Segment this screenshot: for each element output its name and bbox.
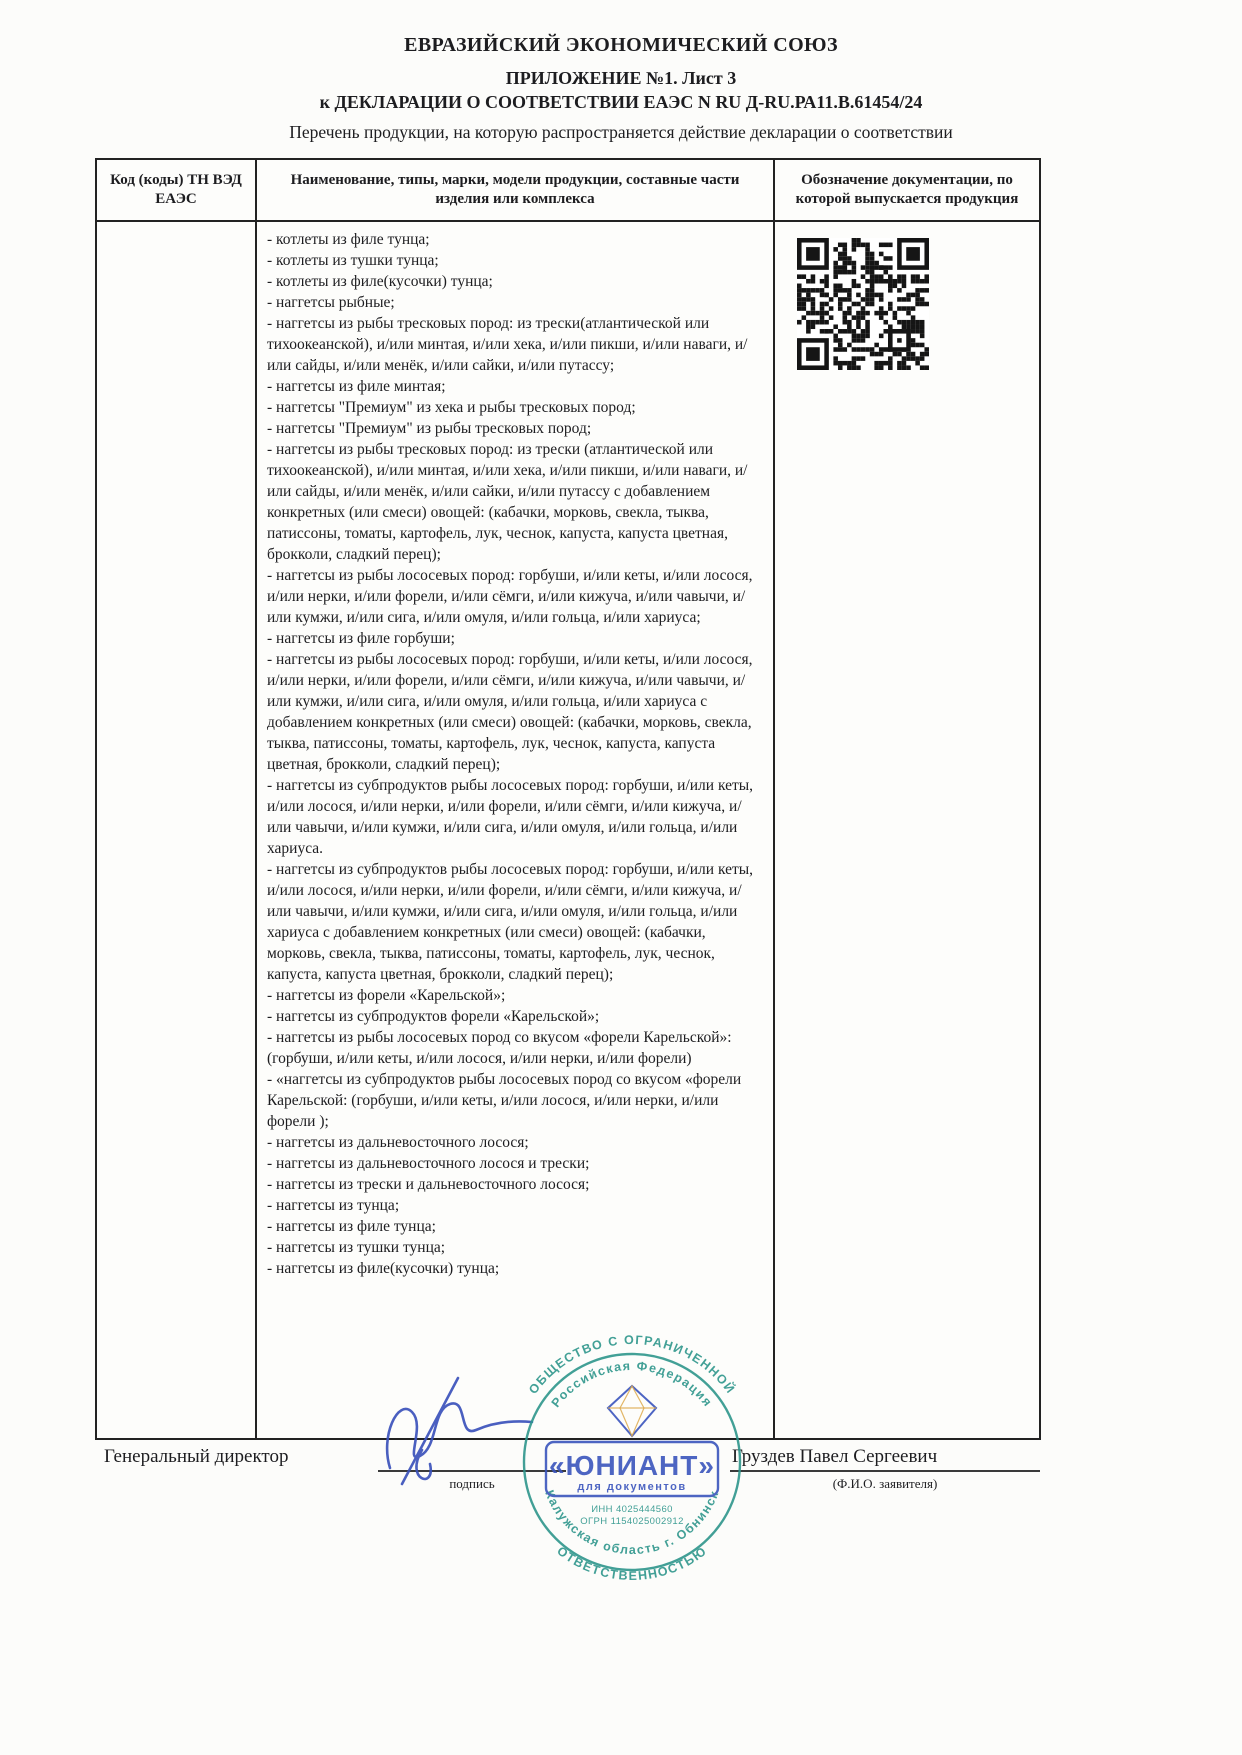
- product-item: - наггетсы из рыбы тресковых пород: из трески (атлантической или тихоокеанской), и/или минтая, и/или хека, и/или пикши, и/или наваги, и/или сайды, и/или менёк, и/или сайки, и/или путассу с добавлением конкретных (или смеси) овощей: (кабачки, морковь, свекла, тыква, патиссоны, томаты, картофель, лук, чеснок, капуста, капуста цветная, брокколи, сладкий перец);: [267, 441, 748, 563]
- product-list: [255, 222, 773, 1438]
- table-header-row: [97, 160, 1039, 222]
- svg-text:Российская Федерация: [549, 1359, 716, 1410]
- product-item: - наггетсы из дальневосточного лосося и трески;: [267, 1155, 590, 1172]
- product-item: - наггетсы из тунца;: [267, 1197, 400, 1214]
- product-item: - наггетсы из филе минтая;: [267, 378, 446, 395]
- product-item: - наггетсы рыбные;: [267, 294, 395, 311]
- column-header-code: Код (коды) ТН ВЭД ЕАЭС: [110, 171, 242, 207]
- table-body-row: [97, 222, 1039, 1438]
- union-title: ЕВРАЗИЙСКИЙ ЭКОНОМИЧЕСКИЙ СОЮЗ: [404, 34, 838, 56]
- stamp-location: Калужская область г. Обнинск: [542, 1488, 722, 1558]
- stamp-org-type-bottom: ОТВЕТСТВЕННОСТЬЮ: [554, 1543, 710, 1584]
- product-item: - котлеты из тушки тунца;: [267, 252, 439, 269]
- product-item: - наггетсы из форели «Карельской»;: [267, 987, 506, 1004]
- qr-code: [797, 238, 929, 370]
- stamp-inn: ИНН 4025444560: [591, 1504, 673, 1515]
- column-header-docs: Обозначение документации, по которой выпускается продукция: [773, 160, 1039, 220]
- docs-cell: [773, 222, 1039, 1438]
- product-item: - наггетсы из рыбы лососевых пород: горбуши, и/или кеты, и/или лосося, и/или нерки, и/или форели, и/или сёмги, и/или кижуча, и/или чавычи, и/или кумжи, и/или сига, и/или омуля, и/или гольца, и/или хариуса;: [267, 567, 753, 626]
- product-item: - наггетсы из субпродуктов рыбы лососевых пород: горбуши, и/или кеты, и/или лосося, и/или нерки, и/или форели, и/или сёмги, и/или кижуча, и/или чавычи, и/или кумжи, и/или сига, и/или омуля, и/или гольца, и/или хариуса.: [267, 777, 754, 857]
- stamp-brand: «ЮНИАНТ»: [549, 1450, 715, 1481]
- applicant-caption: (Ф.И.О. заявителя): [832, 1476, 938, 1491]
- product-item: - наггетсы из филе горбуши;: [267, 630, 455, 647]
- company-stamp: [482, 1312, 782, 1612]
- product-item: - котлеты из филе тунца;: [267, 231, 430, 248]
- director-label: Генеральный директор: [104, 1446, 289, 1467]
- product-item: - наггетсы "Премиум" из хека и рыбы тресковых пород;: [267, 399, 636, 416]
- stamp-ogrn: ОГРН 1154025002912: [580, 1516, 684, 1527]
- code-cell: [97, 222, 255, 1438]
- stamp-country: Российская Федерация: [548, 1358, 716, 1410]
- product-item: - наггетсы из филе(кусочки) тунца;: [267, 1260, 500, 1277]
- stamp-purpose: для документов: [577, 1481, 687, 1493]
- product-item: - котлеты из филе(кусочки) тунца;: [267, 273, 493, 290]
- product-item: - наггетсы из субпродуктов рыбы лососевых пород: горбуши, и/или кеты, и/или лосося, и/или нерки, и/или форели, и/или сёмги, и/или кижуча, и/или чавычи, и/или кумжи, и/или сига, и/или омуля, и/или гольца, и/или хариуса с добавлением конкретных (или смеси) овощей: (кабачки, морковь, свекла, тыква, патиссоны, томаты, картофель, лук, чеснок, капуста, капуста цветная, брокколи, сладкий перец);: [267, 861, 754, 983]
- appendix-title: ПРИЛОЖЕНИЕ №1. Лист 3: [505, 68, 737, 88]
- product-item: - наггетсы из рыбы лососевых пород со вкусом «форели Карельской»: (горбуши, и/или кеты, и/или лосося, и/или нерки, и/или форели): [267, 1029, 732, 1067]
- signature-caption: подпись: [449, 1476, 495, 1491]
- product-item: - наггетсы из трески и дальневосточного лосося;: [267, 1176, 590, 1193]
- document-subtitle: Перечень продукции, на которую распространяется действие декларации о соответствии: [289, 122, 953, 142]
- document-header: [0, 34, 1242, 143]
- product-item: - наггетсы "Премиум" из рыбы тресковых пород;: [267, 420, 592, 437]
- diamond-icon: [608, 1386, 656, 1436]
- product-item: - наггетсы из рыбы лососевых пород: горбуши, и/или кеты, и/или лосося, и/или нерки, и/или форели, и/или сёмги, и/или кижуча, и/или чавычи, и/или кумжи, и/или сига, и/или омуля, и/или гольца, и/или хариуса с добавлением конкретных (или смеси) овощей: (кабачки, морковь, свекла, тыква, патиссоны, томаты, картофель, лук, чеснок, капуста, капуста цветная, брокколи, сладкий перец);: [267, 651, 753, 773]
- stamp-org-type-top: ОБЩЕСТВО С ОГРАНИЧЕННОЙ: [526, 1332, 738, 1397]
- products-table: [95, 158, 1041, 1440]
- product-item: - наггетсы из тушки тунца;: [267, 1239, 446, 1256]
- product-item: - наггетсы из филе тунца;: [267, 1218, 436, 1235]
- declaration-number: к ДЕКЛАРАЦИИ О СООТВЕТСТВИИ ЕАЭС N RU Д-RU.РА11.В.61454/24: [319, 92, 923, 112]
- product-item: - наггетсы из дальневосточного лосося;: [267, 1134, 529, 1151]
- column-header-products: Наименование, типы, марки, модели продукции, составные части изделия или комплекса: [255, 160, 773, 220]
- product-item: - «наггетсы из субпродуктов рыбы лососевых пород со вкусом «форели Карельской: (горбуши, и/или кеты, и/или лосося, и/или нерки, и/или форели );: [267, 1071, 742, 1130]
- applicant-name: Груздев Павел Сергеевич: [732, 1446, 938, 1467]
- product-item: - наггетсы из субпродуктов форели «Карельской»;: [267, 1008, 600, 1025]
- product-item: - наггетсы из рыбы тресковых пород: из трески(атлантической или тихоокеанской), и/или минтая, и/или хека, и/или пикши, и/или наваги, и/или сайды, и/или менёк, и/или сайки, и/или путассу;: [267, 315, 748, 374]
